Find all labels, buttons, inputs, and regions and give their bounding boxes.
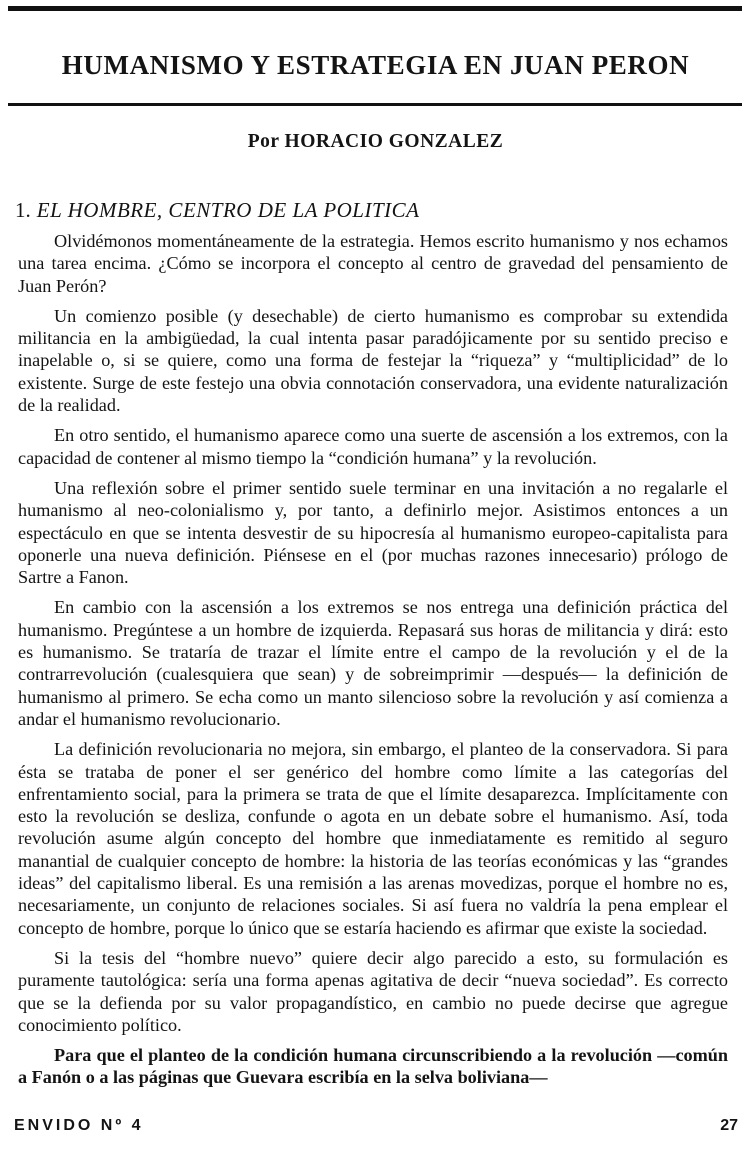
paragraph: Olvidémonos momentáneamente de la estrategia. Hemos escrito humanismo y nos echamos una tarea encima. ¿Cómo se incorpora el concepto al centro de gravedad del pensamiento de Juan Perón? bbox=[18, 231, 728, 296]
section-title: EL HOMBRE, CENTRO DE LA POLITICA bbox=[36, 198, 420, 222]
article-body bbox=[18, 230, 728, 1089]
paragraph: Un comienzo posible (y desechable) de cierto humanismo es comprobar su extendida militancia en la ambigüedad, la cual intenta pasar paradójicamente por su sentido preciso e inapelable o, si se quiere, como una forma de festejar la “riqueza” y “multiplicidad” de lo existente. Surge de este festejo una obvia connotación conservadora, una evidente naturalización de la realidad. bbox=[18, 305, 728, 416]
paragraph: Una reflexión sobre el primer sentido suele terminar en una invitación a no regalarle el humanismo al neo-colonialismo y, por tanto, a definirlo mejor. Asistimos entonces a un espectáculo en que se intenta desvestir de su hipocresía al humanismo europeo-capitalista para oponerle una nueva definición. Piénsese en el (por muchas razones innecesario) prólogo de Sartre a Fanon. bbox=[18, 477, 728, 588]
paragraph: En cambio con la ascensión a los extremos se nos entrega una definición práctica del humanismo. Pregúntese a un hombre de izquierda. Repasará sus horas de militancia y dirá: esto es humanismo. Se trataría de trazar el límite entre el campo de la revolución y el de la contrarrevolución (cualesquiera que sean) y de sobreimprimir —después— la definición de humanismo al primero. Se echa como un manto silencioso sobre la revolución y así comienza a andar el humanismo revolucionario. bbox=[18, 597, 728, 729]
author-byline: Por HORACIO GONZALEZ bbox=[247, 131, 504, 152]
page-footer bbox=[14, 1117, 738, 1141]
title-rule bbox=[8, 103, 742, 106]
paragraph: Si la tesis del “hombre nuevo” quiere decir algo parecido a esto, su formulación es puramente tautológica: sería una forma apenas agitativa de decir “nueva sociedad”. Es correcto que se la defienda por su valor propagandístico, en cambio no puede decirse que agregue conocimiento político. bbox=[18, 947, 728, 1035]
paragraph: En otro sentido, el humanismo aparece como una suerte de ascensión a los extremos, con la capacidad de contener al mismo tiempo la “condición humana” y la revolución. bbox=[18, 425, 728, 468]
section-heading bbox=[15, 198, 420, 223]
top-rule bbox=[8, 6, 742, 11]
section-number: 1. bbox=[15, 198, 31, 222]
article-title: HUMANISMO Y ESTRATEGIA EN JUAN PERON bbox=[61, 50, 690, 80]
paragraph: La definición revolucionaria no mejora, sin embargo, el planteo de la conservadora. Si para ésta se trataba de poner el ser genérico del hombre como límite a las categorías del enfrentamiento social, para la primera se trata de que el límite desaparezca. Implícitamente con esto la revolución se desliza, confunde o agota en un debate sobre el humanismo. Así, toda revolución asume algún concepto del hombre que inmediatamente es remitido al seguro manantial de cualquier concepto de hombre: la historia de las teorías económicas y las “grandes ideas” del capitalismo liberal. Es una remisión a las arenas movedizas, porque el hombre no es, necesariamente, un conjunto de relaciones sociales. Si así fuera no valdría la pena emplear el concepto de hombre, porque lo único que se estaría haciendo es afirmar que existe la sociedad. bbox=[18, 739, 728, 938]
paragraph: Para que el planteo de la condición humana circunscribiendo a la revolución —común a Fanón o a las páginas que Guevara escribía en la selva boliviana— bbox=[18, 1045, 728, 1088]
publication-name: ENVIDO Nº 4 bbox=[14, 1117, 144, 1134]
page-number: 27 bbox=[720, 1117, 738, 1134]
